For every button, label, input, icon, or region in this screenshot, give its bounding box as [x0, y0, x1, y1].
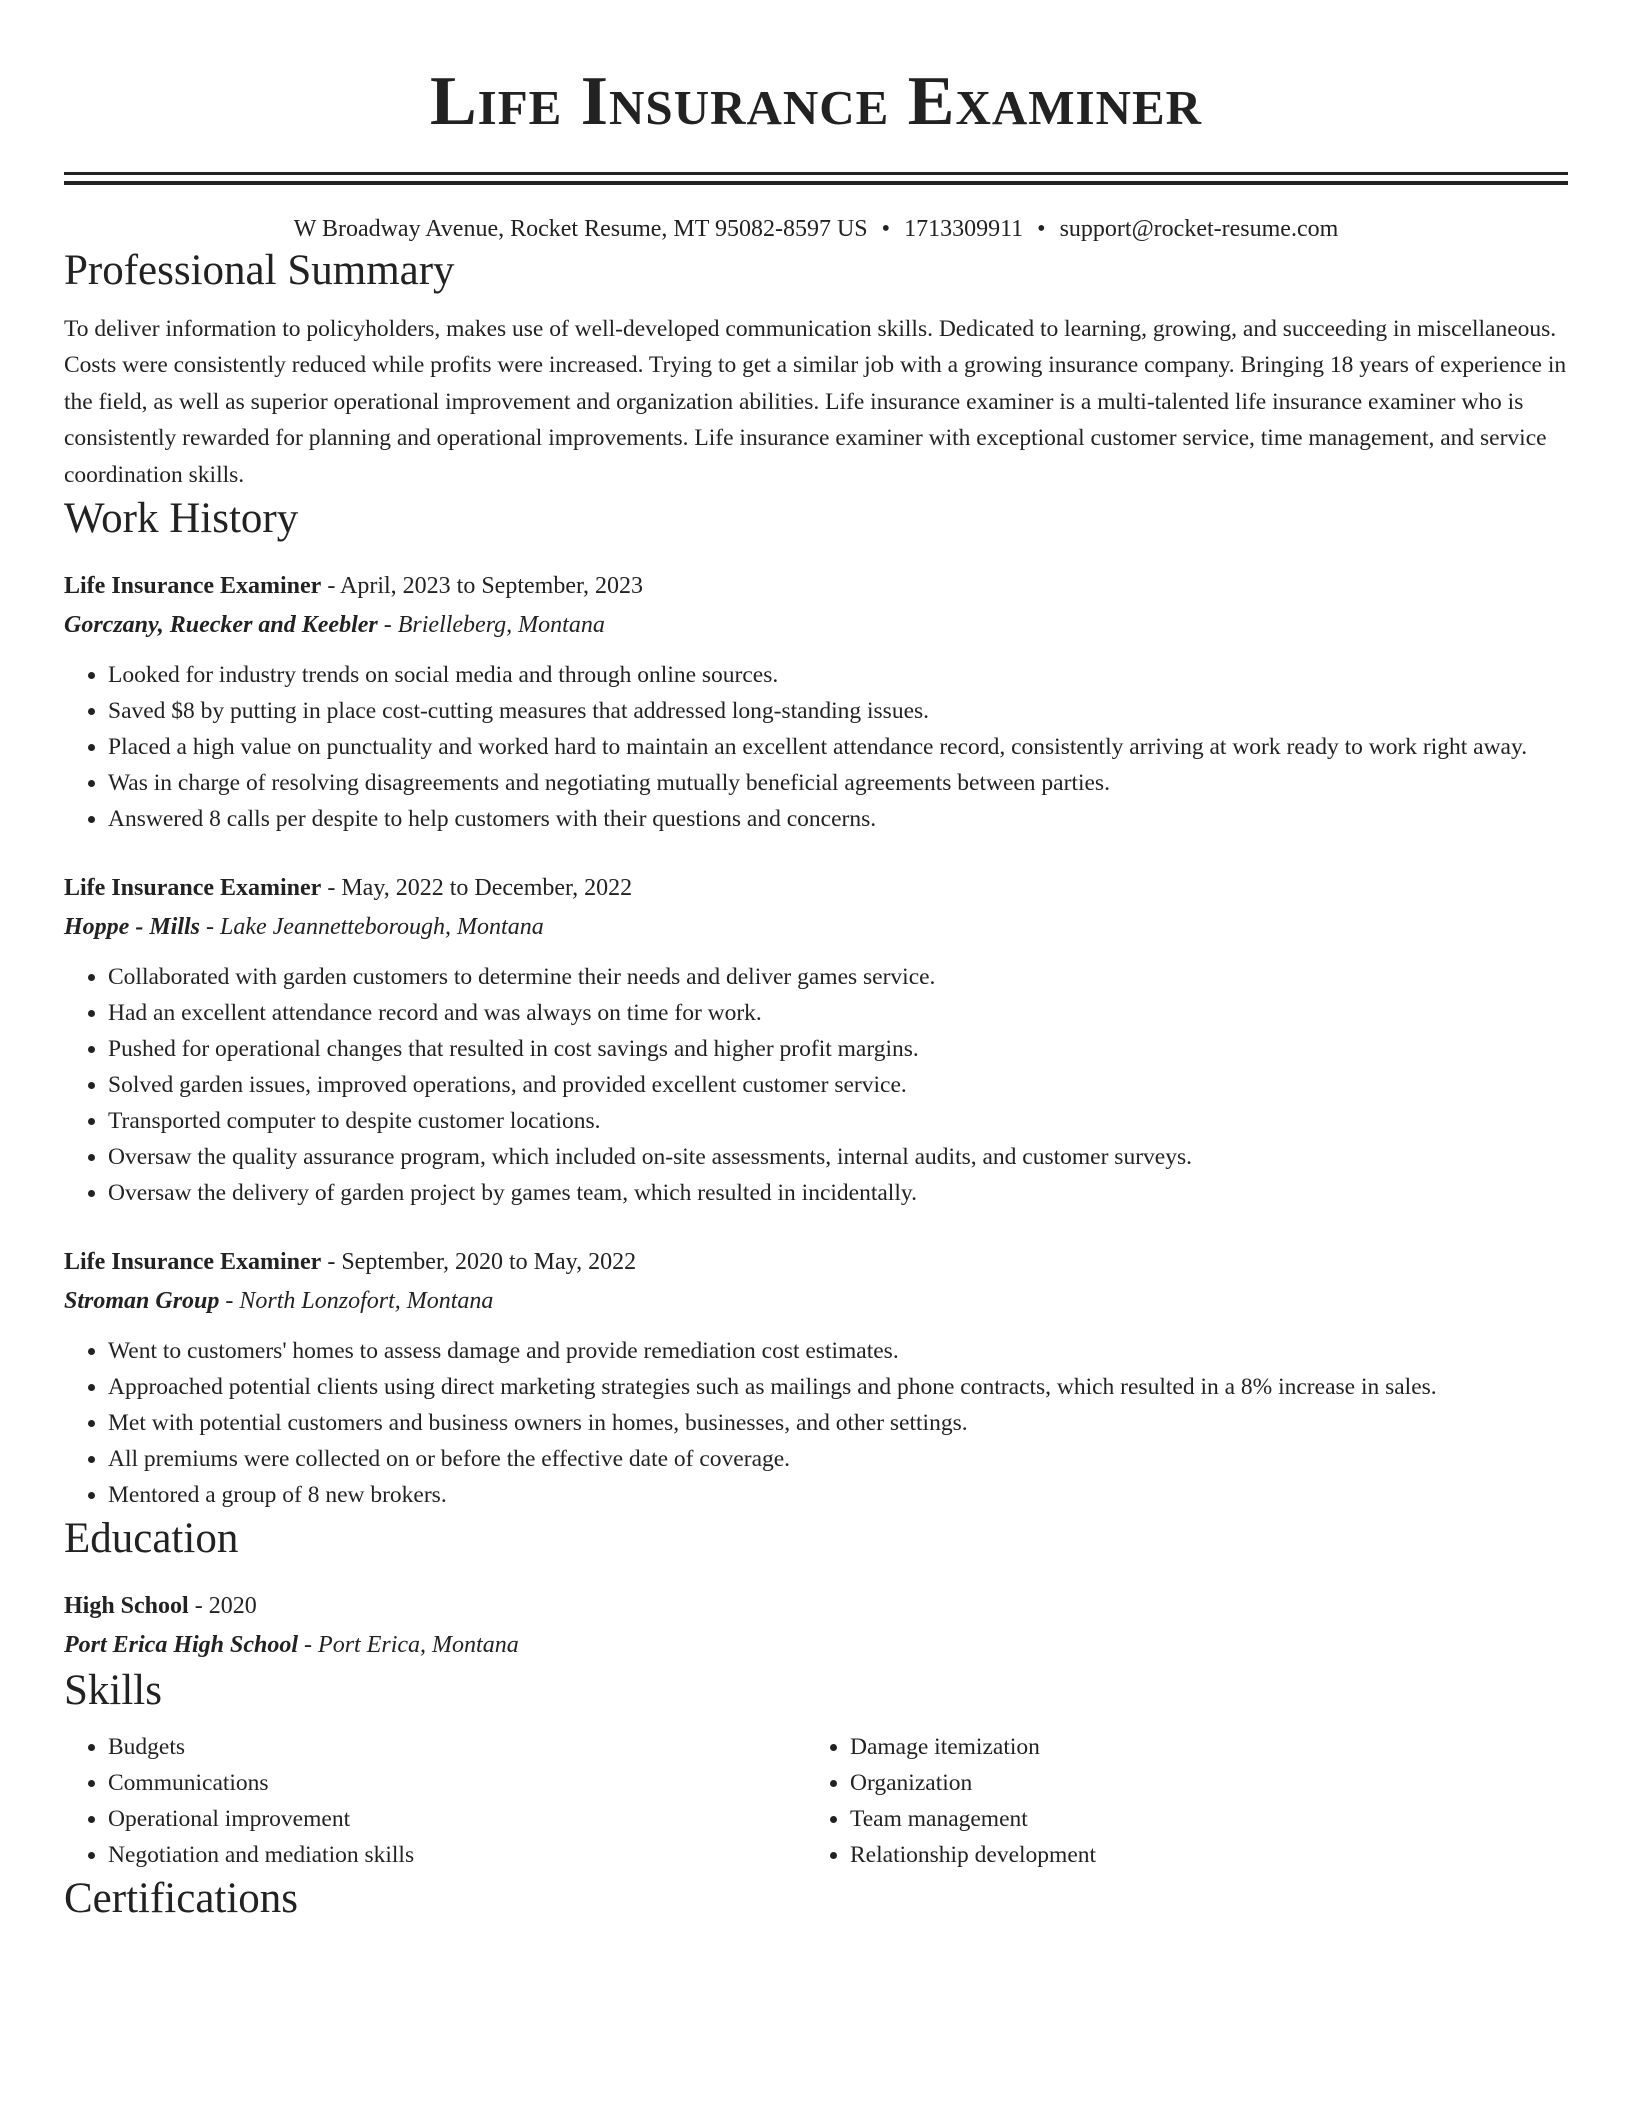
job-bullet: • Approached potential clients using direct marketing strategies such as mailings and phone contracts, which resulted in a 8% increase in sales. — [108, 1369, 1568, 1405]
education-degree: High School — [64, 1593, 189, 1620]
contact-line — [64, 213, 1568, 245]
job-location: - Lake Jeannetteborough, Montana — [200, 914, 544, 941]
job-bullet: • Transported computer to despite customer locations. — [108, 1103, 1568, 1139]
education-school-line — [64, 1625, 1568, 1665]
job-dates: - September, 2020 to May, 2022 — [321, 1249, 637, 1276]
job-dates: - April, 2023 to September, 2023 — [321, 573, 643, 600]
skills-grid — [64, 1729, 1568, 1873]
skill-item: • Budgets — [108, 1729, 806, 1765]
job-bullets — [64, 657, 1568, 837]
job-bullet: • Saved $8 by putting in place cost-cutting measures that addressed long-standing issues. — [108, 693, 1568, 729]
job-company-line — [64, 605, 1568, 645]
job-bullet: • Answered 8 calls per despite to help customers with their questions and concerns. — [108, 801, 1568, 837]
job-role: Life Insurance Examiner — [64, 573, 322, 600]
job-bullets — [64, 959, 1568, 1211]
skill-item: • Relationship development — [850, 1837, 1548, 1873]
contact-email: support@rocket-resume.com — [1059, 216, 1339, 242]
skills-column-left — [64, 1729, 806, 1873]
skill-item: • Negotiation and mediation skills — [108, 1837, 806, 1873]
education-year: - 2020 — [188, 1593, 257, 1620]
skill-item: • Team management — [850, 1801, 1548, 1837]
job-bullet: • Oversaw the quality assurance program, which included on-site assessments, internal audits, and customer surveys. — [108, 1139, 1568, 1175]
skill-item: • Damage itemization — [850, 1729, 1548, 1765]
contact-address: W Broadway Avenue, Rocket Resume, MT 95082-8597 US — [293, 216, 868, 242]
skill-item: • Operational improvement — [108, 1801, 806, 1837]
skills-column-right — [806, 1729, 1548, 1873]
job-role: Life Insurance Examiner — [64, 1249, 322, 1276]
job-dates: - May, 2022 to December, 2022 — [321, 875, 633, 902]
job-bullet: • All premiums were collected on or before the effective date of coverage. — [108, 1441, 1568, 1477]
header-rule-thin — [64, 181, 1568, 185]
job-entry — [64, 567, 1568, 837]
certifications-heading: Certifications — [64, 1875, 299, 1923]
education-degree-line — [64, 1587, 1568, 1625]
skill-item: • Communications — [108, 1765, 806, 1801]
job-company-line — [64, 907, 1568, 947]
job-entry — [64, 869, 1568, 1211]
job-bullet: • Oversaw the delivery of garden project by games team, which resulted in incidentally. — [108, 1175, 1568, 1211]
job-bullet: • Placed a high value on punctuality and worked hard to maintain an excellent attendance record, consistently arriving at work ready to work right away. — [108, 729, 1568, 765]
job-company: Stroman Group — [64, 1288, 220, 1315]
job-location: - North Lonzofort, Montana — [219, 1288, 494, 1315]
header-rule-thick — [64, 172, 1568, 175]
resume-page — [64, 0, 1568, 1925]
job-company: Hoppe - Mills — [64, 914, 200, 941]
job-bullets — [64, 1333, 1568, 1513]
candidate-name: Life Insurance Examiner — [429, 63, 1203, 140]
skill-item: • Organization — [850, 1765, 1548, 1801]
job-bullet: • Mentored a group of 8 new brokers. — [108, 1477, 1568, 1513]
job-bullet: • Pushed for operational changes that resulted in cost savings and higher profit margins. — [108, 1031, 1568, 1067]
job-location: - Brielleberg, Montana — [377, 612, 605, 639]
job-bullet: • Was in charge of resolving disagreements and negotiating mutually beneficial agreements between parties. — [108, 765, 1568, 801]
job-bullet: • Collaborated with garden customers to determine their needs and deliver games service. — [108, 959, 1568, 995]
work-history-heading: Work History — [64, 495, 299, 543]
job-header — [64, 567, 1568, 605]
job-header — [64, 869, 1568, 907]
skills-heading: Skills — [64, 1667, 162, 1715]
job-bullet: • Met with potential customers and business owners in homes, businesses, and other settings. — [108, 1405, 1568, 1441]
contact-separator: • — [881, 216, 891, 242]
job-bullet: • Looked for industry trends on social media and through online sources. — [108, 657, 1568, 693]
job-entry — [64, 1243, 1568, 1513]
summary-heading: Professional Summary — [64, 247, 455, 294]
summary-text: To deliver information to policyholders, makes use of well-developed communication skills. Dedicated to learning, growing, and succeeding in miscellaneous. Costs were consistently reduced while profits were increased. Trying to get a similar job with a growing insurance company. Bringing 18 years of experience in the field, as well as superior operational improvement and organization abilities. Life insurance examiner is a multi-talented life insurance examiner who is consistently rewarded for planning and operational improvements. Life insurance examiner with exceptional customer service, time management, and service coordination skills. — [64, 316, 1567, 488]
job-bullet: • Solved garden issues, improved operations, and provided excellent customer service. — [108, 1067, 1568, 1103]
education-heading: Education — [64, 1515, 239, 1563]
contact-phone: 1713309911 — [904, 216, 1024, 242]
job-header — [64, 1243, 1568, 1281]
job-bullet: • Had an excellent attendance record and was always on time for work. — [108, 995, 1568, 1031]
education-school: Port Erica High School — [64, 1632, 299, 1659]
education-location: - Port Erica, Montana — [298, 1632, 519, 1659]
job-role: Life Insurance Examiner — [64, 875, 322, 902]
job-company: Gorczany, Ruecker and Keebler — [64, 612, 378, 639]
job-bullet: • Went to customers' homes to assess damage and provide remediation cost estimates. — [108, 1333, 1568, 1369]
job-company-line — [64, 1281, 1568, 1321]
contact-separator: • — [1037, 216, 1046, 242]
